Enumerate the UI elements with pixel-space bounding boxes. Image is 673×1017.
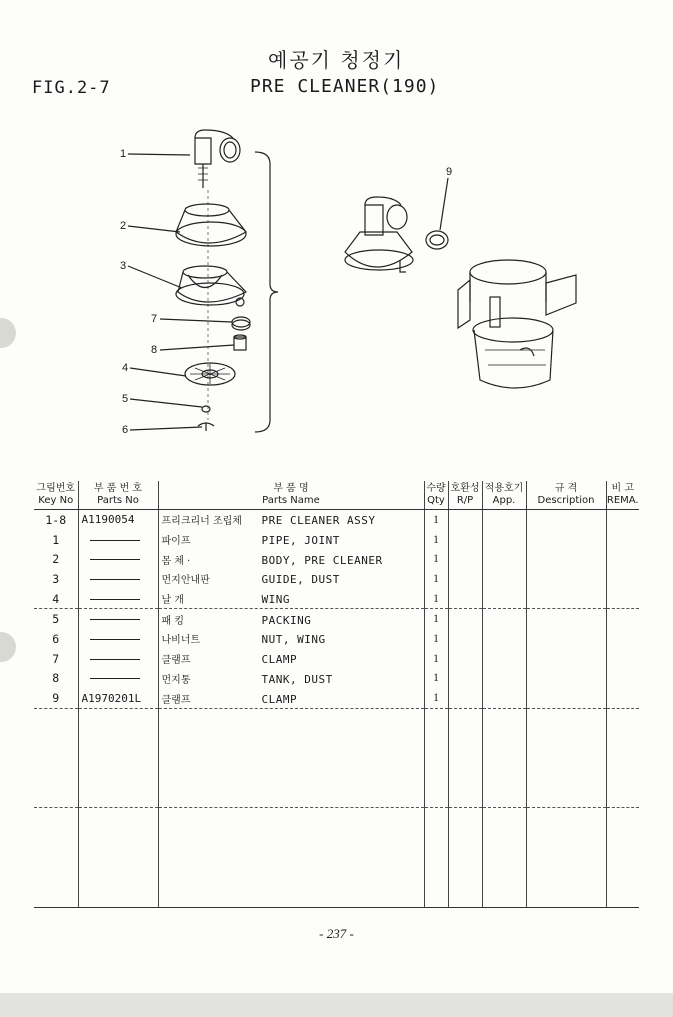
empty-cell xyxy=(448,828,482,848)
empty-cell xyxy=(448,788,482,808)
key-no-cell: 9 xyxy=(52,691,60,706)
empty-cell xyxy=(78,748,158,768)
parts-name-cell xyxy=(158,609,424,629)
parts-name-english: GUIDE, DUST xyxy=(261,573,340,587)
empty-cell xyxy=(158,887,424,907)
parts-name-cell xyxy=(158,688,424,708)
blank-line xyxy=(90,619,140,620)
empty-cell xyxy=(606,768,639,788)
parts-name-cell xyxy=(158,589,424,609)
parts-name-english: BODY, PRE CLEANER xyxy=(261,553,383,567)
blank-line xyxy=(90,540,140,541)
empty-cell xyxy=(448,729,482,749)
key-no-cell: 6 xyxy=(52,631,60,646)
parts-name-cell xyxy=(158,530,424,550)
parts-name-english: TANK, DUST xyxy=(261,672,333,686)
empty-cell xyxy=(482,729,526,749)
empty-cell xyxy=(482,768,526,788)
empty-cell xyxy=(158,848,424,868)
empty-cell xyxy=(78,788,158,808)
hole-punch-bottom xyxy=(0,632,16,662)
callout-1: 1 xyxy=(120,148,127,160)
empty-cell xyxy=(34,828,78,848)
parts-name-korean: 나비너트 xyxy=(161,635,201,647)
empty-cell xyxy=(526,708,606,728)
empty-cell xyxy=(606,828,639,848)
table-row xyxy=(34,788,639,808)
empty-cell xyxy=(526,768,606,788)
key-no-cell: 4 xyxy=(52,591,60,606)
table-row xyxy=(34,569,639,589)
empty-cell xyxy=(424,867,448,887)
empty-cell xyxy=(482,788,526,808)
empty-cell xyxy=(482,748,526,768)
empty-cell xyxy=(34,887,78,907)
empty-cell xyxy=(424,788,448,808)
parts-name-cell xyxy=(158,649,424,669)
empty-cell xyxy=(158,708,424,728)
empty-cell xyxy=(158,788,424,808)
table-row xyxy=(34,708,639,728)
key-no-cell: 3 xyxy=(52,571,60,586)
parts-table xyxy=(34,481,639,908)
parts-no-blank xyxy=(78,549,158,569)
empty-cell xyxy=(526,808,606,828)
empty-cell xyxy=(606,748,639,768)
empty-cell xyxy=(34,788,78,808)
table-row xyxy=(34,530,639,550)
parts-name-korean: 클램프 xyxy=(161,655,191,667)
empty-cell xyxy=(158,729,424,749)
callout-5: 5 xyxy=(122,393,129,405)
parts-name-english: CLAMP xyxy=(261,653,298,667)
empty-cell xyxy=(606,867,639,887)
empty-cell xyxy=(448,887,482,907)
blank-line xyxy=(90,579,140,580)
empty-cell xyxy=(78,828,158,848)
parts-name-english: PIPE, JOINT xyxy=(261,534,340,548)
parts-no-blank xyxy=(78,669,158,689)
empty-cell xyxy=(606,848,639,868)
qty-cell: 1 xyxy=(424,629,448,649)
qty-cell: 1 xyxy=(424,549,448,569)
empty-cell xyxy=(34,729,78,749)
parts-name-korean: 파이프 xyxy=(161,536,191,548)
parts-no-blank xyxy=(78,629,158,649)
parts-name-english: NUT, WING xyxy=(261,633,326,647)
callout-7: 7 xyxy=(151,313,158,325)
parts-name-korean: 먼지통 xyxy=(161,674,191,686)
table-row xyxy=(34,669,639,689)
qty-cell: 1 xyxy=(424,510,448,530)
callout-2: 2 xyxy=(120,220,127,232)
empty-cell xyxy=(424,887,448,907)
empty-cell xyxy=(526,848,606,868)
header-app: 적용호기 App. xyxy=(482,481,526,510)
table-row xyxy=(34,549,639,569)
empty-cell xyxy=(526,867,606,887)
empty-cell xyxy=(424,729,448,749)
empty-cell xyxy=(482,828,526,848)
key-no-cell: 5 xyxy=(52,612,60,627)
scan-edge xyxy=(0,993,673,1017)
parts-name-korean: 먼지안내판 xyxy=(161,575,210,587)
table-row xyxy=(34,629,639,649)
exploded-parts-diagram xyxy=(0,0,673,470)
parts-name-korean: 몸 체 · xyxy=(161,555,191,567)
parts-name-english: PRE CLEANER ASSY xyxy=(261,514,376,528)
title-korean: 예공기 청정기 xyxy=(268,48,405,72)
empty-cell xyxy=(482,848,526,868)
parts-name-cell xyxy=(158,510,424,530)
parts-name-cell xyxy=(158,569,424,589)
callout-9: 9 xyxy=(446,166,453,178)
parts-no-cell: A1970201L xyxy=(78,688,158,708)
parts-no-blank xyxy=(78,589,158,609)
key-no-cell: 1 xyxy=(52,532,60,547)
empty-cell xyxy=(424,828,448,848)
empty-cell xyxy=(78,867,158,887)
callout-3: 3 xyxy=(120,260,127,272)
parts-name-english: CLAMP xyxy=(261,692,298,706)
empty-cell xyxy=(606,887,639,907)
header-qty: 수량 Qty xyxy=(424,481,448,510)
table-row xyxy=(34,748,639,768)
table-row xyxy=(34,729,639,749)
empty-cell xyxy=(34,808,78,828)
header-key-no: 그림번호 Key No xyxy=(34,481,78,510)
header-rp: 호환성 R/P xyxy=(448,481,482,510)
empty-cell xyxy=(606,729,639,749)
empty-cell xyxy=(606,788,639,808)
table-row xyxy=(34,589,639,609)
empty-cell xyxy=(482,867,526,887)
parts-name-korean: 프리크리너 조립체 xyxy=(161,516,242,528)
parts-name-cell xyxy=(158,549,424,569)
empty-cell xyxy=(78,729,158,749)
empty-cell xyxy=(158,768,424,788)
header-parts-name: 부 품 명 Parts Name xyxy=(158,481,424,510)
table-row xyxy=(34,828,639,848)
empty-cell xyxy=(34,708,78,728)
key-no-cell: 8 xyxy=(52,671,60,686)
empty-cell xyxy=(526,748,606,768)
empty-cell xyxy=(78,848,158,868)
empty-cell xyxy=(424,768,448,788)
empty-cell xyxy=(448,748,482,768)
key-no-cell: 1-8 xyxy=(45,512,67,527)
empty-cell xyxy=(482,708,526,728)
key-no-cell: 2 xyxy=(52,552,60,567)
qty-cell: 1 xyxy=(424,609,448,629)
parts-no-blank xyxy=(78,569,158,589)
qty-cell: 1 xyxy=(424,669,448,689)
parts-name-korean: 날 개 xyxy=(161,595,184,607)
title-english: PRE CLEANER(190) xyxy=(250,76,440,97)
parts-no-cell: A1190054 xyxy=(78,510,158,530)
table-row xyxy=(34,848,639,868)
table-row xyxy=(34,867,639,887)
empty-cell xyxy=(526,828,606,848)
empty-cell xyxy=(424,848,448,868)
empty-cell xyxy=(526,729,606,749)
table-row xyxy=(34,688,639,708)
empty-cell xyxy=(34,867,78,887)
empty-cell xyxy=(448,808,482,828)
table-row xyxy=(34,887,639,907)
empty-cell xyxy=(448,768,482,788)
empty-cell xyxy=(526,887,606,907)
empty-cell xyxy=(78,808,158,828)
parts-no-blank xyxy=(78,530,158,550)
table-row xyxy=(34,649,639,669)
qty-cell: 1 xyxy=(424,688,448,708)
empty-cell xyxy=(424,808,448,828)
parts-name-korean: 패 킹 xyxy=(161,615,184,627)
key-no-cell: 7 xyxy=(52,651,60,666)
page-number: - 237 - xyxy=(319,926,354,941)
empty-cell xyxy=(158,748,424,768)
empty-cell xyxy=(526,788,606,808)
blank-line xyxy=(90,599,140,600)
empty-cell xyxy=(158,808,424,828)
empty-cell xyxy=(34,768,78,788)
table-header-row xyxy=(34,481,639,510)
figure-label: FIG.2-7 xyxy=(32,78,111,98)
qty-cell: 1 xyxy=(424,649,448,669)
empty-cell xyxy=(606,808,639,828)
parts-name-cell xyxy=(158,669,424,689)
callout-6: 6 xyxy=(122,424,129,436)
empty-cell xyxy=(424,708,448,728)
parts-name-english: WING xyxy=(261,593,290,607)
empty-cell xyxy=(158,867,424,887)
header-parts-no: 부 품 번 호 Parts No xyxy=(78,481,158,510)
parts-no-blank xyxy=(78,609,158,629)
empty-cell xyxy=(34,848,78,868)
table-row xyxy=(34,808,639,828)
qty-cell: 1 xyxy=(424,569,448,589)
empty-cell xyxy=(78,887,158,907)
blank-line xyxy=(90,559,140,560)
empty-cell xyxy=(448,867,482,887)
header-remarks: 비 고 REMA. xyxy=(606,481,639,510)
parts-name-korean: 클램프 xyxy=(161,694,191,706)
parts-name-english: PACKING xyxy=(261,613,312,627)
empty-cell xyxy=(482,808,526,828)
parts-no-blank xyxy=(78,649,158,669)
callout-8: 8 xyxy=(151,344,158,356)
blank-line xyxy=(90,678,140,679)
blank-line xyxy=(90,639,140,640)
table-row xyxy=(34,768,639,788)
empty-cell xyxy=(448,708,482,728)
empty-cell xyxy=(606,708,639,728)
header-description: 규 격 Description xyxy=(526,481,606,510)
empty-cell xyxy=(34,748,78,768)
callout-4: 4 xyxy=(122,362,129,374)
empty-cell xyxy=(78,708,158,728)
table-row xyxy=(34,609,639,629)
qty-cell: 1 xyxy=(424,530,448,550)
empty-cell xyxy=(482,887,526,907)
qty-cell: 1 xyxy=(424,589,448,609)
empty-cell xyxy=(78,768,158,788)
empty-cell xyxy=(158,828,424,848)
parts-name-cell xyxy=(158,629,424,649)
blank-line xyxy=(90,659,140,660)
empty-cell xyxy=(448,848,482,868)
table-row xyxy=(34,510,639,530)
empty-cell xyxy=(424,748,448,768)
